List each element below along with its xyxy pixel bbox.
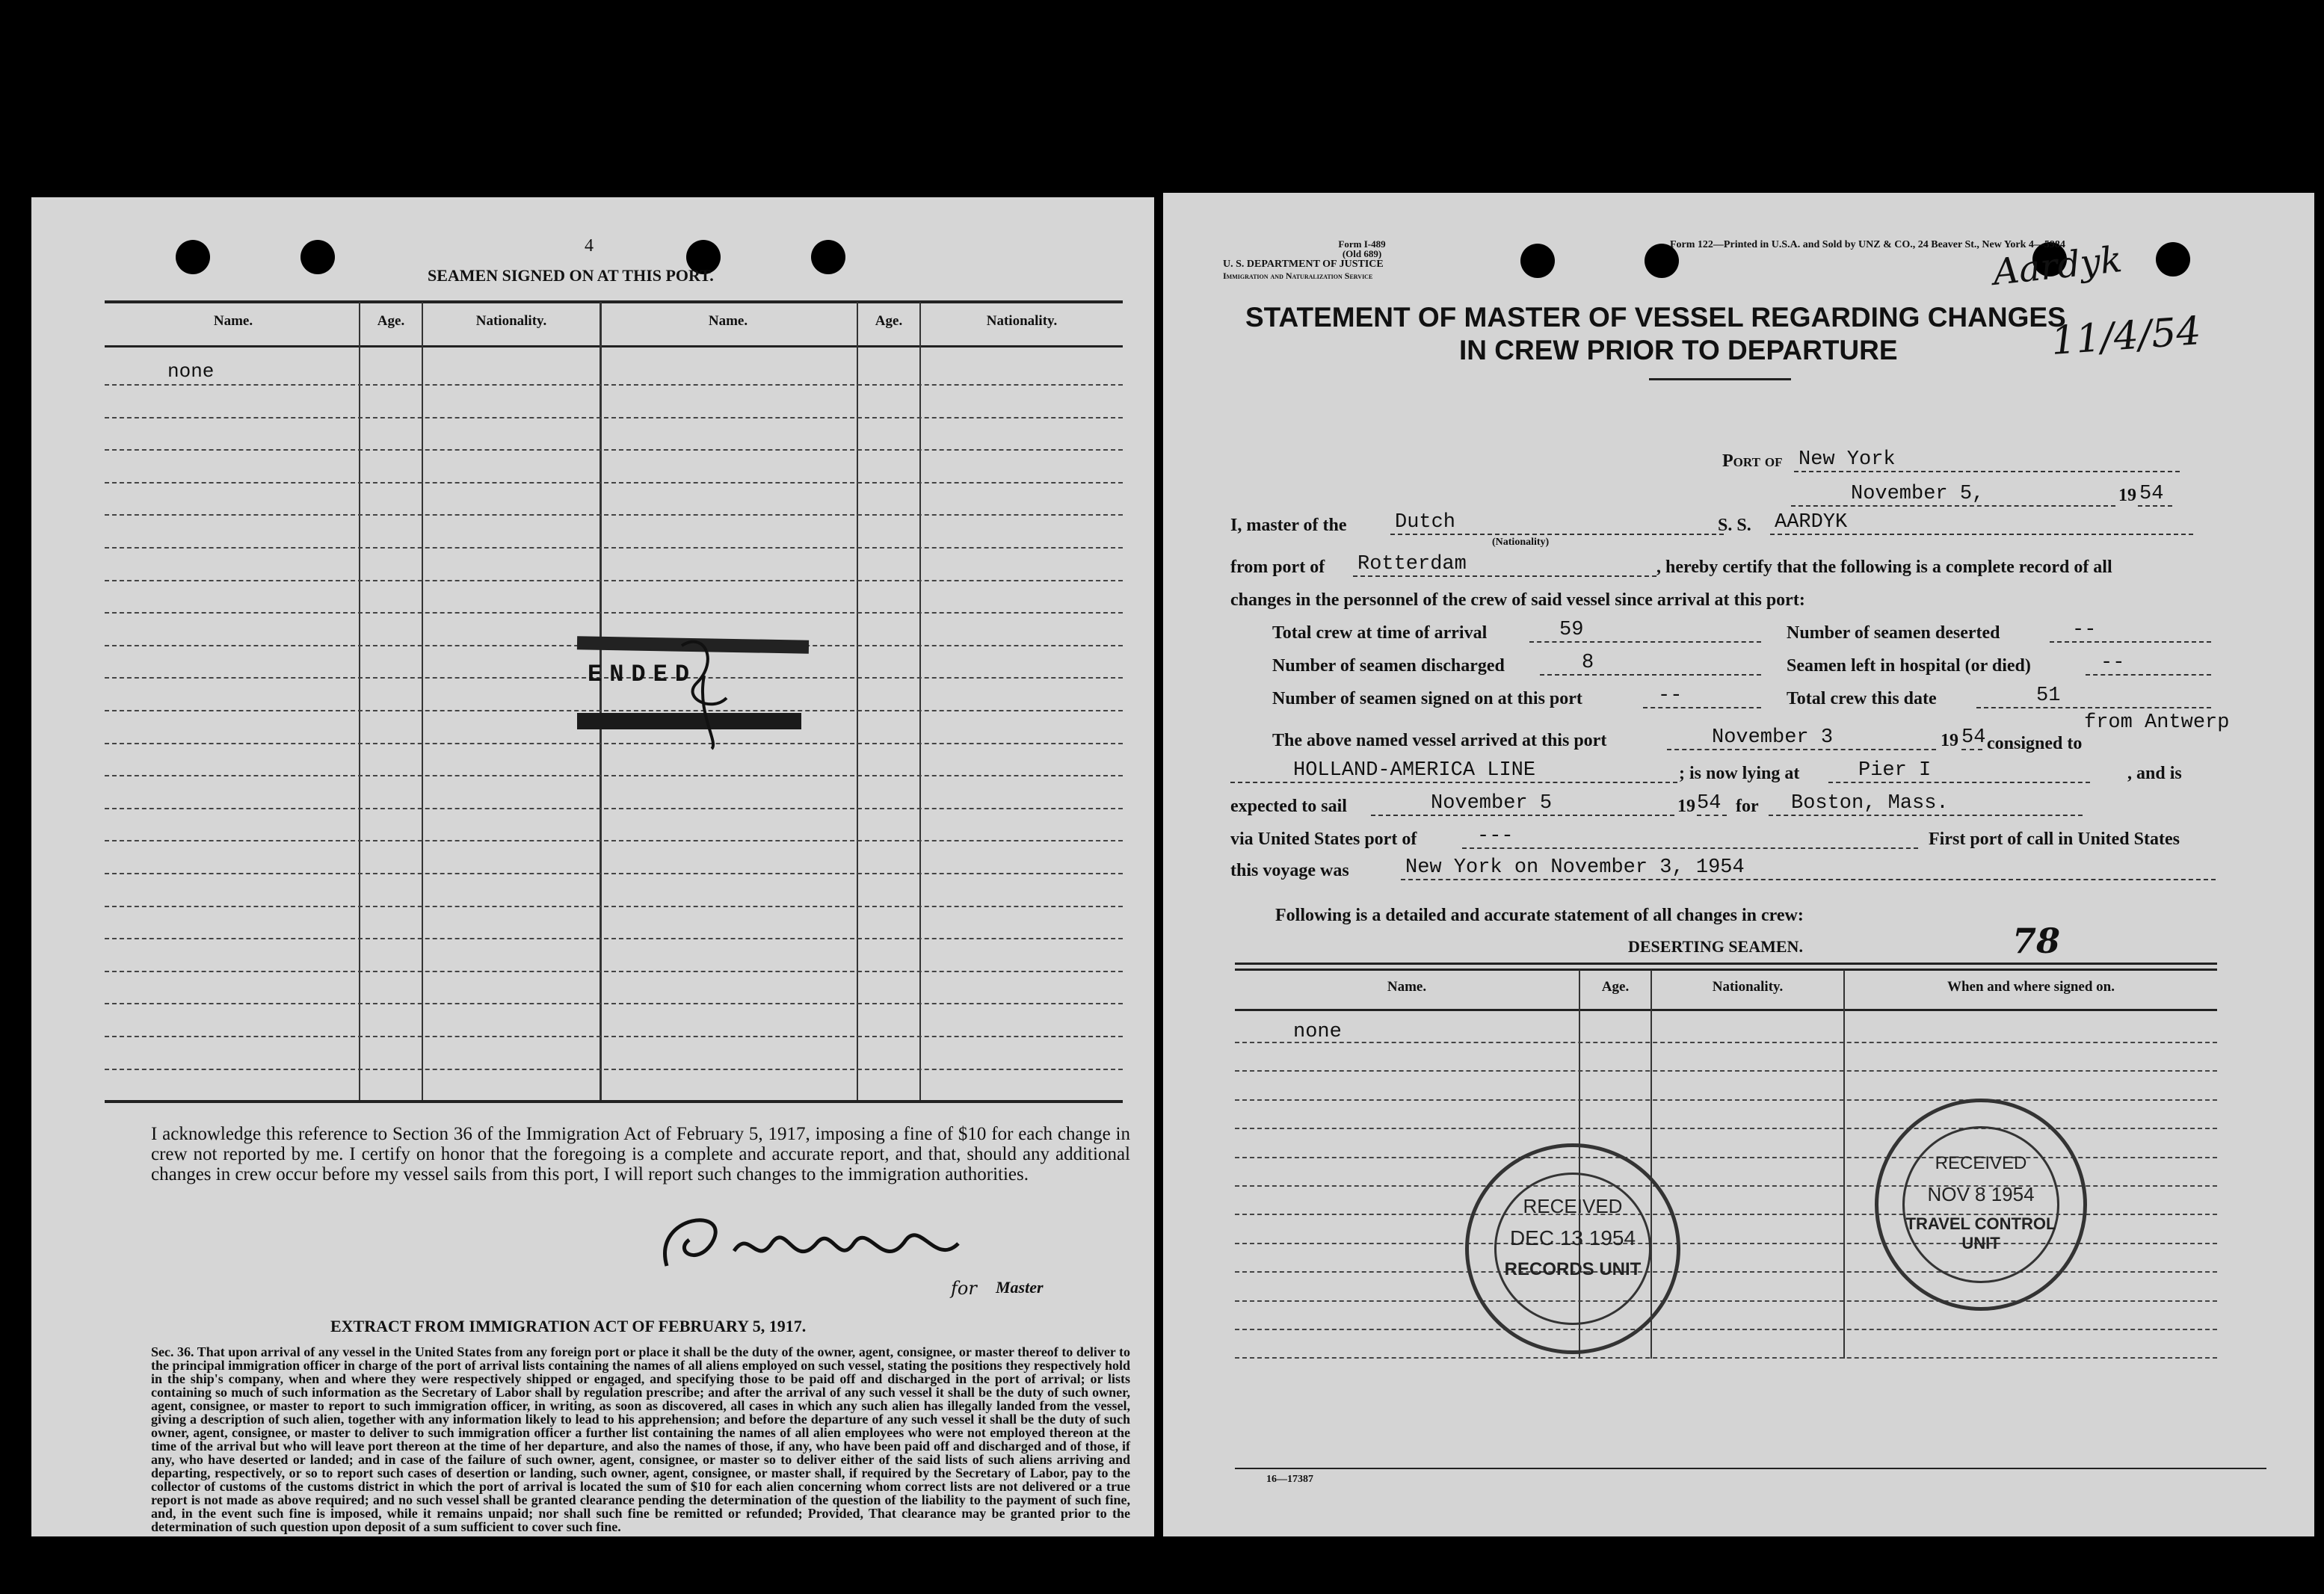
row-rule bbox=[105, 384, 1123, 386]
row-rule bbox=[105, 743, 1123, 744]
row-rule bbox=[105, 449, 1123, 451]
row-rule bbox=[1235, 1070, 2217, 1072]
row-rule bbox=[105, 612, 1123, 614]
signed-on-label: Number of seamen signed on at this port bbox=[1272, 689, 1582, 708]
column-header-age: Age. bbox=[1601, 979, 1630, 995]
row-rule bbox=[105, 1036, 1123, 1037]
year-field: 54 bbox=[2138, 483, 2172, 507]
page-number: 4 bbox=[585, 236, 594, 256]
stamp-unit: RECORDS UNIT bbox=[1504, 1259, 1642, 1279]
column-header-name: Name. bbox=[1387, 979, 1427, 995]
service-name: Immigration and Naturalization Service bbox=[1223, 271, 1373, 281]
changes-text: changes in the personnel of the crew of said vessel since arrival at this port: bbox=[1230, 590, 1805, 610]
row-rule bbox=[105, 808, 1123, 809]
ship-name-field: AARDYK bbox=[1770, 511, 2193, 535]
port-field: New York bbox=[1794, 448, 2180, 472]
arrived-date-field: November 3 bbox=[1667, 726, 1936, 750]
row-rule bbox=[105, 514, 1123, 516]
and-is-text: , and is bbox=[2127, 764, 2182, 783]
stamp-date: DEC 13 1954 bbox=[1509, 1226, 1636, 1249]
column-header-nationality: Nationality. bbox=[1712, 979, 1784, 995]
discharged-label: Number of seamen discharged bbox=[1272, 656, 1505, 676]
row-rule bbox=[105, 482, 1123, 484]
row-rule bbox=[1235, 1128, 2217, 1129]
from-port-field: Rotterdam bbox=[1353, 553, 1656, 577]
row-rule bbox=[1235, 1099, 2217, 1101]
punch-hole bbox=[1520, 244, 1555, 278]
column-header-name: Name. bbox=[708, 313, 748, 329]
stamp-unit: TRAVEL CONTROL bbox=[1905, 1214, 2056, 1233]
punch-hole bbox=[2156, 242, 2190, 277]
department-name: U. S. DEPARTMENT OF JUSTICE bbox=[1223, 259, 1384, 270]
table-header-rule bbox=[105, 345, 1123, 347]
arrived-label: The above named vessel arrived at this port bbox=[1272, 731, 1607, 750]
for-label: for bbox=[1736, 797, 1759, 816]
column-header-when-where: When and where signed on. bbox=[1947, 979, 2115, 995]
punch-hole bbox=[176, 240, 210, 274]
row-rule bbox=[1235, 1357, 2217, 1359]
right-page bbox=[1163, 193, 2314, 1536]
row-rule bbox=[105, 906, 1123, 907]
stamp-received: RECEIVED bbox=[1523, 1195, 1623, 1217]
form-title-line1: STATEMENT OF MASTER OF VESSEL REGARDING CHANGES bbox=[1245, 302, 2066, 333]
signature-role: Master bbox=[996, 1278, 1044, 1297]
arrived-year-field: 54 bbox=[1961, 726, 1986, 749]
row-rule bbox=[1235, 1042, 2217, 1043]
hospital-field: -- bbox=[2086, 652, 2211, 676]
row-rule bbox=[1235, 1329, 2217, 1330]
from-port-label: from port of bbox=[1230, 557, 1325, 577]
handwritten-date: 11/4/54 bbox=[2050, 309, 2203, 364]
date-field: November 5, bbox=[1791, 483, 2115, 507]
punch-hole bbox=[300, 240, 335, 274]
stamp-date: NOV 8 1954 bbox=[1927, 1183, 2035, 1205]
row-rule bbox=[105, 1069, 1123, 1070]
row-rule bbox=[105, 580, 1123, 581]
sail-date-field: November 5 bbox=[1371, 792, 1674, 816]
master-label: I, master of the bbox=[1230, 516, 1347, 535]
consignee-field: HOLLAND-AMERICA LINE bbox=[1230, 759, 1677, 783]
column-header-age: Age. bbox=[377, 313, 405, 329]
via-port-field: --- bbox=[1462, 825, 1918, 849]
row-rule bbox=[105, 417, 1123, 418]
deserting-heading: DESERTING SEAMEN. bbox=[1628, 937, 1803, 956]
title-underline bbox=[1649, 378, 1791, 380]
total-arrival-label: Total crew at time of arrival bbox=[1272, 623, 1488, 643]
row-rule bbox=[105, 971, 1123, 972]
row-rule bbox=[105, 873, 1123, 874]
voyage-field: New York on November 3, 1954 bbox=[1401, 856, 2216, 880]
via-label: via United States port of bbox=[1230, 830, 1417, 849]
voyage-label: this voyage was bbox=[1230, 861, 1349, 880]
punch-hole bbox=[811, 240, 845, 274]
extract-title: EXTRACT FROM IMMIGRATION ACT OF FEBRUARY 5, 1917. bbox=[330, 1317, 807, 1335]
stamp-received: RECEIVED bbox=[1935, 1153, 2027, 1173]
port-label: Port of bbox=[1722, 451, 1783, 471]
extract-body bbox=[151, 1345, 1130, 1533]
received-stamp-records-unit bbox=[1465, 1143, 1680, 1354]
form-old-number: (Old 689) bbox=[1342, 248, 1382, 259]
signed-on-field: -- bbox=[1643, 685, 1761, 708]
row-rule bbox=[105, 840, 1123, 841]
row-rule bbox=[1235, 1271, 2217, 1273]
extract-text: That upon arrival of any vessel in the United States from any foreign port or place it shall be the duty of the owner, agent, consignee, or master thereof to deliver to the principal immigration officer in charge of the port of arrival lists containing the names of all aliens employed on such vessel, stating the positions they respectively hold in the ship's company, when and where they were respectively shipped or engaged, and specifying those to be paid off and discharged in the port of arrival; or lists containing so much of such information as the Secretary of Labor shall by regulation prescribe; and after the arrival of any such vessel it shall be the duty of such owner, agent, consignee, or master to report to such immigration officer, in writing, as soon as discovered, all cases in which any such alien has illegally landed from the vessel, giving a description of such alien, together with any information likely to lead to his apprehension; and before the departure of any such vessel it shall be the duty of such owner, agent, consignee, or master to deliver to such immigration officer a further list containing the names of all alien employees who were not employed thereon at the time of the arrival but who will leave port thereon at the time of her departure, and also the names of those, if any, who have been paid off and discharged and of those, if any, who have deserted or landed; and in case of the failure of such owner, agent, consignee, or master so to deliver either of the said lists of such aliens arriving and departing, respectively, or so to report such cases of desertion or landing, such owner, agent, consignee, or master shall, if required by the Secretary of Labor, pay to the collector of customs of the customs district in which the port of arrival is located the sum of $10 for each alien concerning whom correct lists are not delivered or a true report is not made as above required; and no such vessel shall be granted clearance pending the determination of the question of the liability to the payment of such fine, and, in the event such fine is imposed, while it remains unpaid; nor shall such fine be remitted or refunded; Provided, That clearance may be granted prior to the determination of such question upon deposit of a sum sufficient to cover such fine. bbox=[151, 1344, 1130, 1534]
initials-scribble bbox=[652, 631, 756, 750]
left-page bbox=[31, 197, 1154, 1536]
hospital-label: Seamen left in hospital (or died) bbox=[1787, 656, 2031, 676]
acknowledgement-text: I acknowledge this reference to Section 36 of the Immigration Act of February 5, 1917, imposing a fine of $10 for each change in crew not reported by me. I certify on honor that the foregoing is a complete and accurate report, and that, should any additional changes in crew occur before my vessel sails from this port, I will report such changes to the immigration authorities. bbox=[151, 1124, 1130, 1184]
column-header-age: Age. bbox=[875, 313, 903, 329]
column-header-nationality: Nationality. bbox=[986, 313, 1058, 329]
from-antwerp-note: from Antwerp bbox=[2084, 711, 2230, 734]
received-stamp-travel-control bbox=[1875, 1099, 2087, 1311]
deserted-field: -- bbox=[2050, 619, 2211, 643]
lying-at-field: Pier I bbox=[1828, 759, 2090, 783]
column-header-name: Name. bbox=[213, 313, 253, 329]
sail-year-prefix: 19 bbox=[1677, 797, 1695, 816]
ss-label: S. S. bbox=[1718, 516, 1751, 535]
extract-section: Sec. 36. bbox=[151, 1344, 194, 1359]
consigned-label: consigned to bbox=[1987, 734, 2083, 753]
certify-text: , hereby certify that the following is a complete record of all bbox=[1656, 557, 2112, 577]
form-title-line2: IN CREW PRIOR TO DEPARTURE bbox=[1459, 335, 1898, 365]
total-date-field: 51 bbox=[1976, 685, 2211, 708]
total-arrival-field: 59 bbox=[1529, 619, 1761, 643]
lying-label: ; is now lying at bbox=[1679, 764, 1800, 783]
row-rule bbox=[105, 775, 1123, 776]
stamp-unit-line2: UNIT bbox=[1961, 1234, 2000, 1252]
nationality-field: Dutch bbox=[1390, 511, 1724, 535]
signature-for: for bbox=[951, 1278, 977, 1299]
year-prefix: 19 bbox=[2118, 486, 2136, 505]
sail-year-field: 54 bbox=[1697, 792, 1727, 816]
arrived-year-prefix: 19 bbox=[1941, 731, 1958, 750]
section-heading: SEAMEN SIGNED ON AT THIS PORT. bbox=[428, 266, 714, 285]
handwritten-vessel-name: Aardyk bbox=[1991, 238, 2124, 294]
table-top-rule bbox=[105, 300, 1123, 303]
nationality-caption: (Nationality) bbox=[1492, 537, 1550, 548]
row-rule bbox=[105, 547, 1123, 549]
for-destination-field: Boston, Mass. bbox=[1769, 792, 2083, 816]
form-number-block bbox=[1295, 239, 1429, 259]
column-header-nationality: Nationality. bbox=[475, 313, 547, 329]
printer-line: Form 122—Printed in U.S.A. and Sold by UNZ & CO., 24 Beaver St., New York 4—5984 bbox=[1670, 239, 2065, 250]
form-number: Form I-489 bbox=[1338, 238, 1386, 250]
footer-code: 16—17387 bbox=[1266, 1474, 1313, 1485]
row-rule bbox=[105, 938, 1123, 939]
row-rule bbox=[105, 1003, 1123, 1004]
table-bottom-rule bbox=[105, 1100, 1123, 1103]
discharged-field: 8 bbox=[1540, 652, 1761, 676]
stamp-text: ENDED bbox=[588, 661, 697, 688]
following-text: Following is a detailed and accurate statement of all changes in crew: bbox=[1275, 906, 1804, 925]
ended-stamp bbox=[577, 638, 809, 735]
deserted-label: Number of seamen deserted bbox=[1787, 623, 2000, 643]
first-port-label: First port of call in United States bbox=[1929, 830, 2180, 849]
entry-none: none bbox=[167, 360, 215, 383]
sail-label: expected to sail bbox=[1230, 797, 1347, 816]
row-rule bbox=[1235, 1300, 2217, 1302]
handwritten-number: 78 bbox=[2012, 921, 2061, 961]
entry-none: none bbox=[1293, 1021, 1342, 1043]
total-date-label: Total crew this date bbox=[1787, 689, 1937, 708]
